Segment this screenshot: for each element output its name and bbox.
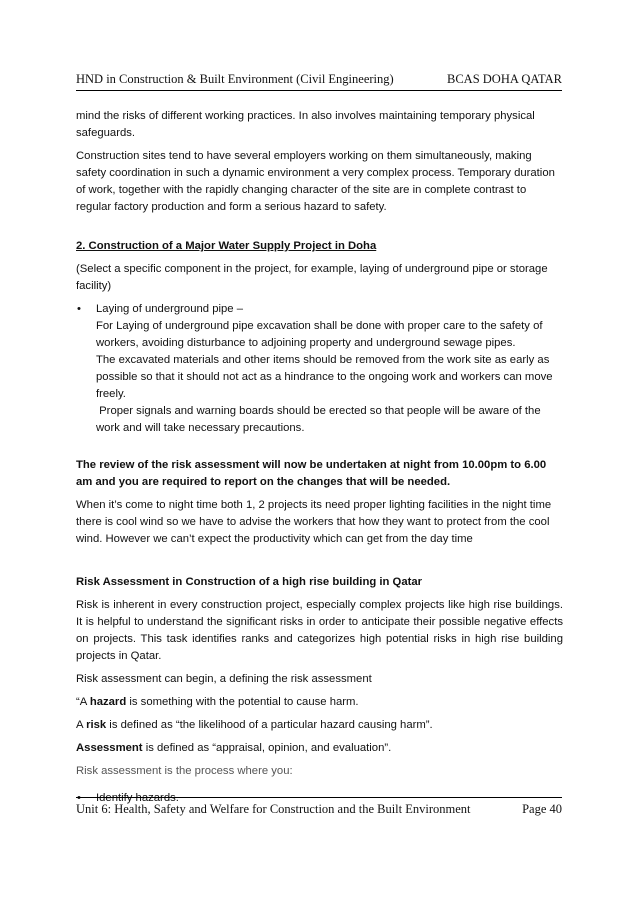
risk-paragraph: Risk is inherent in every construction project, especially complex projects like high rise buildings. It is helpful to understand the significant risks in order to anticipate their possible negative effects on projects. This task identifies ranks and categorizes high potential risks in high rise building projects in Qatar. [76, 599, 563, 662]
pipe-bullet-line3: Proper signals and warning boards should be erected so that people will be aware of the work and will take necessary precautions. [96, 405, 544, 434]
assessment-text: is defined as “appraisal, opinion, and evaluation”. [142, 742, 392, 754]
page-header [76, 70, 562, 91]
hazard-text: is something with the potential to cause harm. [126, 696, 359, 708]
assessment-definition [76, 740, 563, 757]
bullet-icon: • [77, 792, 81, 804]
section-2-heading: 2. Construction of a Major Water Supply Project in Doha [76, 240, 377, 252]
risk-text: is defined as “the likelihood of a particular hazard causing harm”. [106, 719, 433, 731]
list-item [76, 301, 563, 437]
process-intro: Risk assessment is the process where you: [76, 765, 293, 777]
footer-unit-title: Unit 6: Health, Safety and Welfare for Construction and the Built Environment [76, 802, 471, 816]
construction-sites-paragraph: Construction sites tend to have several employers working on them simultaneously, making safety coordination in such a dynamic environment a very complex process. Temporary duration of work, together with the rapidly changing character of the site are in complete contrast to regular factory production and form a serious hazard to safety. [76, 150, 555, 213]
page-number: Page 40 [522, 802, 562, 816]
risk-assessment-heading: Risk Assessment in Construction of a high rise building in Qatar [76, 576, 423, 588]
header-institution: BCAS DOHA QATAR [447, 72, 562, 86]
pipe-bullet-line1: For Laying of underground pipe excavation shall be done with proper care to the safety of workers, avoiding disturbance to adjoining property and underground sewage pipes. [96, 320, 543, 349]
header-course-title: HND in Construction & Built Environment (Civil Engineering) [76, 72, 394, 86]
bullet-icon: • [77, 303, 81, 315]
night-time-paragraph: When it’s come to night time both 1, 2 projects its need proper lighting facilities in the night time there is cool wind so we have to advise the workers that how they want to protect from the cool wind. However we can’t expect the productivity which can get from the day time [76, 499, 552, 545]
page-body [76, 108, 563, 807]
risk-definition [76, 717, 563, 734]
section-2-note: (Select a specific component in the project, for example, laying of underground pipe or storage facility) [76, 263, 548, 292]
review-heading: The review of the risk assessment will now be undertaken at night from 10.00pm to 6.00 am and you are required to report on the changes that will be needed. [76, 459, 547, 488]
hazard-term: hazard [89, 696, 127, 708]
hazard-prefix: “A [76, 696, 90, 708]
pipe-bullet-line2: The excavated materials and other items should be removed from the work site as early as possible so that it should not act as a hindrance to the ongoing work and workers can move freely. [96, 354, 553, 400]
risk-term: risk [86, 719, 107, 731]
pipe-bullet-list [76, 301, 563, 437]
pipe-bullet-title: Laying of underground pipe – [96, 303, 243, 315]
risk-prefix: A [76, 719, 87, 731]
hazard-definition [76, 694, 563, 711]
page-footer [76, 797, 562, 820]
assessment-term: Assessment [76, 742, 143, 754]
intro-paragraph-continued: mind the risks of different working practices. In also involves maintaining temporary physical safeguards. [76, 110, 535, 139]
define-intro: Risk assessment can begin, a defining the risk assessment [76, 673, 372, 685]
identify-hazards-item: Identify hazards. [96, 792, 179, 804]
